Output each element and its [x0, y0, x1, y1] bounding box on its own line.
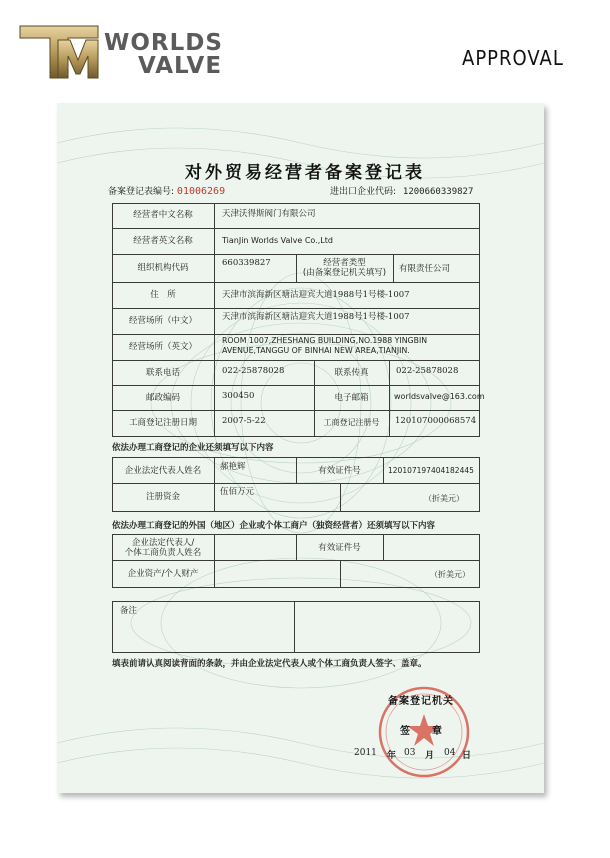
phone-label: 联系电话	[145, 368, 180, 378]
capital-value: 伍佰万元	[220, 487, 255, 497]
authority-label: 备案登记机关	[388, 696, 454, 707]
email-value: worldsvalve@163.com	[394, 392, 485, 401]
date-year-char: 年	[387, 751, 397, 761]
assets-label: 企业资产/个人财产	[127, 569, 199, 579]
foreign-section-heading: 依法办理工商登记的外国（地区）企业或个体工商户（独资经营者）还须填写以下内容	[112, 521, 436, 531]
place-en-value-line1: ROOM 1007,ZHESHANG BUILDING,NO.1988 YINGBIN	[222, 336, 428, 345]
cn-name-value: 天津沃得斯阀门有限公司	[222, 209, 316, 219]
fax-value: 022-25878028	[396, 366, 459, 376]
ie-code-value: 1200660339827	[402, 187, 474, 197]
place-en-value-line2: AVENUE,TANGGU OF BINHAI NEW AREA,TIANJIN.	[222, 346, 410, 355]
date-day: 04	[444, 748, 456, 758]
foreign-id-label: 有效证件号	[318, 543, 361, 553]
address-value: 天津市滨海新区塘沽迎宾大道1988号1号楼-1007	[222, 290, 410, 300]
postcode-label: 邮政编码	[145, 393, 180, 403]
place-en-label: 经营场所（英文）	[128, 342, 197, 352]
biz-reg-no-label: 工商登记注册号	[323, 418, 380, 427]
foreign-rep-label-line2: 个体工商负责人姓名	[124, 548, 202, 558]
date-day-char: 日	[462, 751, 472, 761]
fax-label: 联系传真	[334, 368, 369, 378]
remarks-box	[112, 601, 480, 653]
approval-heading: APPROVAL	[462, 46, 564, 71]
foreign-rep-label-line1: 企业法定代表人/	[131, 538, 195, 548]
postcode-value: 300450	[222, 391, 255, 401]
en-name-value: TianJin Worlds Valve Co.,Ltd	[222, 236, 333, 245]
enterprise-id-label: 有效证件号	[318, 466, 361, 476]
seal-label: 签 章	[400, 726, 448, 737]
fill-note: 填表前请认真阅读背面的条款，并由企业法定代表人或个体工商负责人签字、盖章。	[112, 659, 427, 669]
business-type-label-line1: 经营者类型	[323, 258, 366, 268]
address-label: 住 所	[150, 290, 176, 300]
enterprise-id-value: 120107197404182445	[388, 466, 474, 475]
reg-no-label: 备案登记表编号:	[108, 187, 175, 197]
legal-rep-label: 企业法定代表人姓名	[124, 466, 202, 476]
ie-code-label: 进出口企业代码:	[330, 187, 397, 197]
cn-name-label: 经营者中文名称	[133, 210, 193, 220]
en-name-label: 经营者英文名称	[133, 236, 193, 246]
place-cn-value: 天津市滨海新区塘沽迎宾大道1988号1号楼-1007	[222, 312, 410, 322]
place-cn-label: 经营场所（中文）	[128, 316, 197, 326]
date-month: 03	[404, 748, 416, 758]
phone-value: 022-25878028	[222, 366, 285, 376]
import-export-code	[330, 184, 473, 197]
email-label: 电子邮箱	[334, 393, 369, 403]
brand-line-worlds: WORLDS	[104, 30, 223, 56]
reg-no-value: 01006269	[176, 186, 226, 197]
date-month-char: 月	[425, 751, 435, 761]
legal-rep-value: 郝艳辉	[220, 462, 246, 472]
biz-reg-date-label: 工商登记注册日期	[128, 418, 197, 428]
assets-unit: （折美元）	[430, 570, 470, 579]
remarks-label: 备注	[120, 606, 138, 616]
org-code-label: 组织机构代码	[137, 263, 189, 273]
registration-number	[108, 184, 225, 197]
foreign-rep-label	[112, 538, 214, 558]
org-code-value: 660339827	[222, 258, 271, 268]
business-type-value: 有限责任公司	[399, 264, 451, 274]
form-title: 对外贸易经营者备案登记表	[185, 163, 425, 183]
enterprise-section-heading: 依法办理工商登记的企业还须填写以下内容	[112, 443, 274, 453]
business-type-label-line2: (由备案登记机关填写)	[302, 268, 387, 278]
brand-line-valve: VALVE	[138, 53, 223, 79]
biz-reg-date-value: 2007-5-22	[222, 416, 266, 426]
business-type-label	[296, 258, 393, 278]
capital-label: 注册资金	[145, 492, 180, 502]
date-year: 2011	[354, 748, 377, 758]
biz-reg-no-value: 120107000068574	[395, 416, 477, 426]
capital-unit: （折美元）	[424, 494, 464, 503]
